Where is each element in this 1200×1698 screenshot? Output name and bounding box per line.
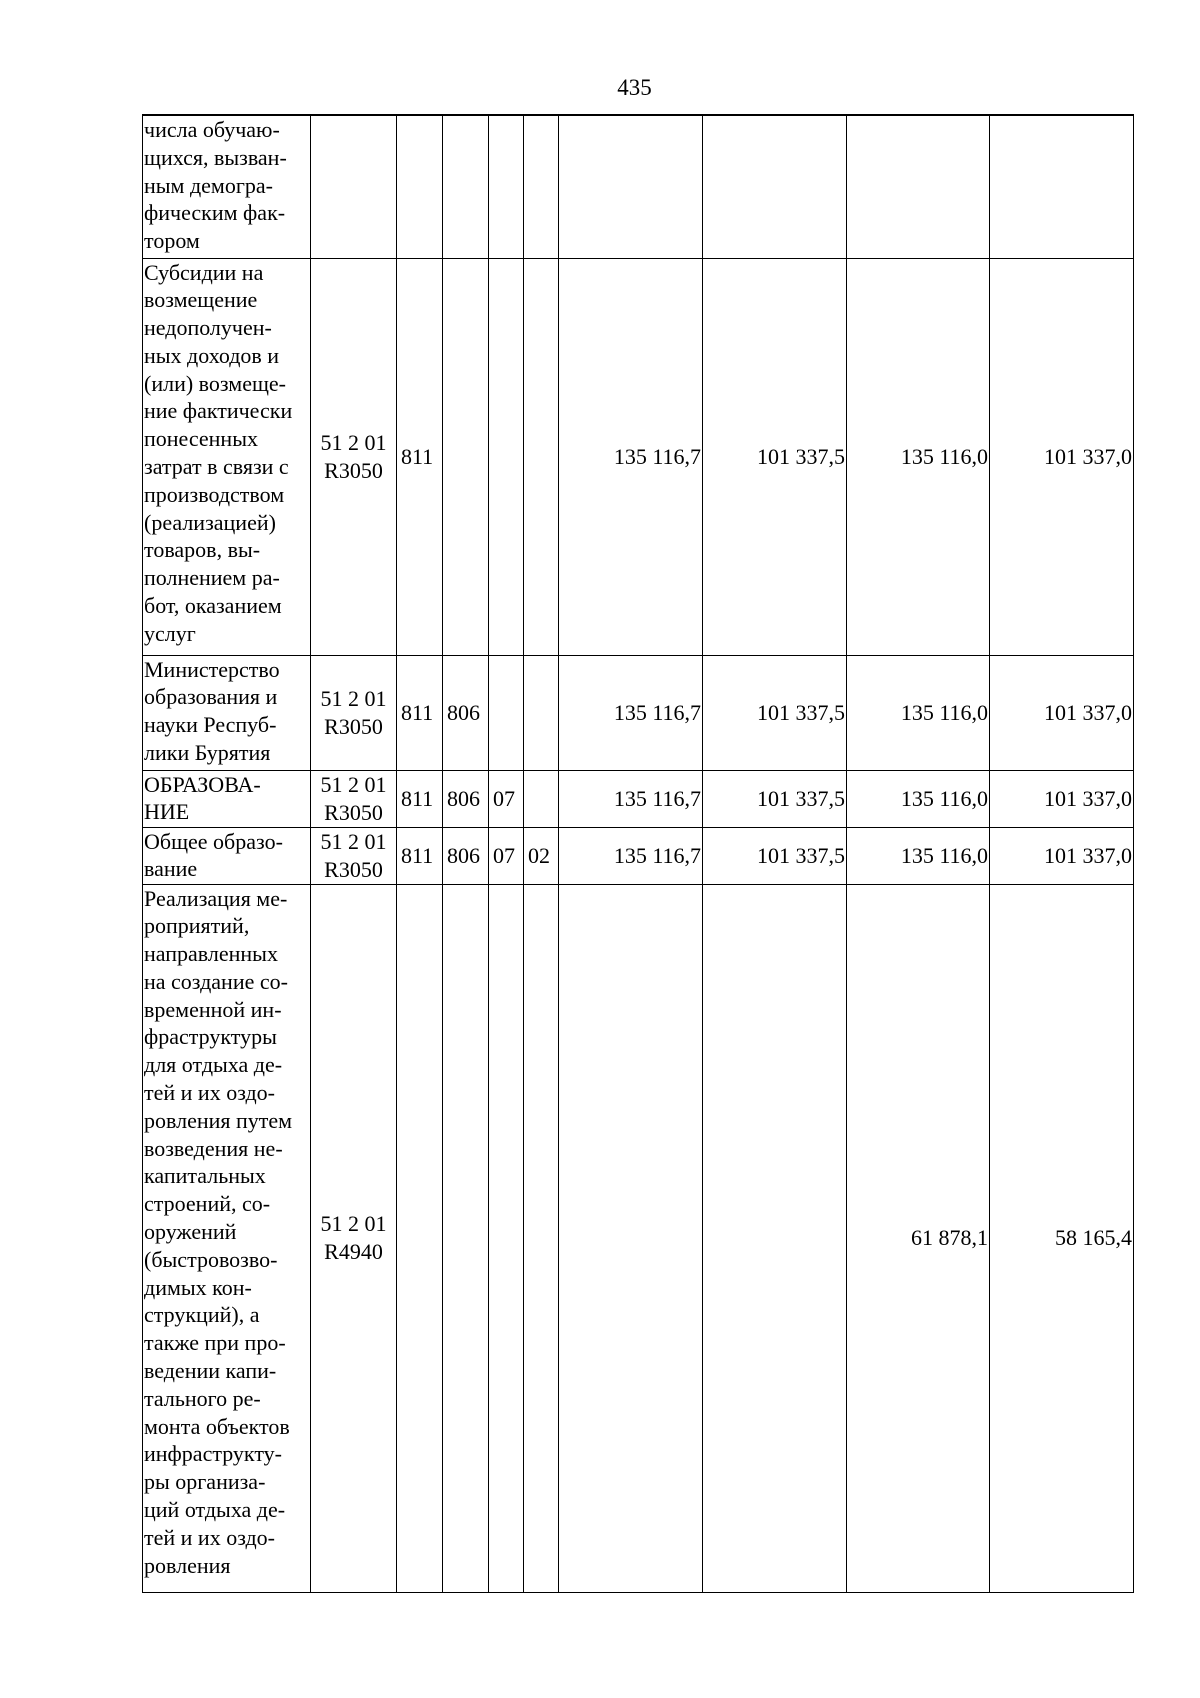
- row-name-cell: [143, 770, 311, 827]
- cell-text: 101 337,5: [757, 699, 845, 725]
- amount-cell: [559, 884, 703, 1592]
- amount-cell: [559, 655, 703, 770]
- section-cell: [489, 115, 524, 258]
- cell-text: 101 337,5: [757, 842, 845, 868]
- table-row: [143, 827, 1134, 884]
- amount-cell: [847, 655, 990, 770]
- section-cell: [489, 827, 524, 884]
- amount-cell: [990, 115, 1134, 258]
- cell-text: 135 116,7: [613, 699, 701, 725]
- cell-text: 51 2 01 R3050: [320, 685, 387, 739]
- cell-text: 51 2 01 R3050: [320, 429, 387, 483]
- row-name-cell: [143, 827, 311, 884]
- cell-text: 07: [493, 785, 515, 811]
- cell-text: 101 337,0: [1044, 699, 1132, 725]
- section-cell: [489, 884, 524, 1592]
- amount-cell: [703, 655, 847, 770]
- cell-text: 135 116,0: [900, 785, 988, 811]
- table-row: [143, 258, 1134, 655]
- subsection-cell: [524, 770, 559, 827]
- target-article-cell: [311, 770, 397, 827]
- amount-cell: [990, 655, 1134, 770]
- amount-cell: [990, 770, 1134, 827]
- budget-table: [142, 114, 1134, 1593]
- amount-cell: [990, 884, 1134, 1592]
- table-body: [143, 115, 1134, 1592]
- cell-text: ОБРАЗОВА- НИЕ: [144, 771, 261, 825]
- page-number: 435: [617, 75, 652, 100]
- cell-text: 135 116,0: [900, 699, 988, 725]
- section-cell: [489, 655, 524, 770]
- cell-text: 811: [401, 443, 434, 469]
- cell-text: 07: [493, 842, 515, 868]
- cell-text: 101 337,5: [757, 785, 845, 811]
- table-row: [143, 115, 1134, 258]
- row-name-cell: [143, 258, 311, 655]
- amount-cell: [847, 884, 990, 1592]
- table-row: [143, 884, 1134, 1592]
- cell-text: 811: [401, 699, 434, 725]
- table-row: [143, 655, 1134, 770]
- cell-text: Субсидии на возмещение недополучен- ных доходов и (или) возмеще- ние фактически понесенных затрат в связи с производством (реализацией) товаров, вы- полнением ра- бот, оказанием услуг: [144, 259, 293, 646]
- target-article-cell: [311, 655, 397, 770]
- amount-cell: [559, 115, 703, 258]
- cell-text: 02: [528, 842, 550, 868]
- row-name-cell: [143, 115, 311, 258]
- target-article-cell: [311, 258, 397, 655]
- cell-text: 135 116,0: [900, 443, 988, 469]
- amount-cell: [559, 770, 703, 827]
- amount-cell: [847, 827, 990, 884]
- expense-type-cell: [397, 827, 443, 884]
- cell-text: 806: [447, 785, 480, 811]
- target-article-cell: [311, 115, 397, 258]
- amount-cell: [559, 258, 703, 655]
- amount-cell: [703, 770, 847, 827]
- cell-text: 135 116,0: [900, 842, 988, 868]
- target-article-cell: [311, 827, 397, 884]
- grbs-cell: [443, 258, 489, 655]
- amount-cell: [847, 770, 990, 827]
- amount-cell: [703, 827, 847, 884]
- cell-text: 811: [401, 842, 434, 868]
- subsection-cell: [524, 655, 559, 770]
- cell-text: 101 337,0: [1044, 443, 1132, 469]
- cell-text: 101 337,0: [1044, 785, 1132, 811]
- cell-text: числа обучаю- щихся, вызван- ным демогра- фическим фак- тором: [144, 117, 287, 254]
- cell-text: 806: [447, 699, 480, 725]
- subsection-cell: [524, 258, 559, 655]
- amount-cell: [847, 258, 990, 655]
- grbs-cell: [443, 827, 489, 884]
- cell-text: 61 878,1: [911, 1225, 988, 1251]
- table-row: [143, 770, 1134, 827]
- cell-text: 51 2 01 R3050: [320, 771, 387, 825]
- cell-text: Общее образо- вание: [144, 828, 283, 882]
- subsection-cell: [524, 884, 559, 1592]
- amount-cell: [703, 258, 847, 655]
- grbs-cell: [443, 115, 489, 258]
- cell-text: 51 2 01 R3050: [320, 828, 387, 882]
- expense-type-cell: [397, 258, 443, 655]
- cell-text: 811: [401, 785, 434, 811]
- cell-text: Реализация ме- роприятий, направленных на создание со- временной ин- фраструктуры для отдыха де- тей и их оздо- ровления путем возведения не- капитальных строений, со- оружений (быстровозво- димых кон- струкций), а также при про- ведении капи- тального ре- монта объектов инфраструкту- ры организа- ций отдыха де- тей и их оздо- ровления: [144, 885, 293, 1578]
- cell-text: 135 116,7: [613, 785, 701, 811]
- cell-text: 101 337,5: [757, 443, 845, 469]
- expense-type-cell: [397, 884, 443, 1592]
- subsection-cell: [524, 115, 559, 258]
- amount-cell: [559, 827, 703, 884]
- cell-text: 58 165,4: [1055, 1225, 1132, 1251]
- amount-cell: [703, 884, 847, 1592]
- cell-text: 51 2 01 R4940: [320, 1211, 387, 1264]
- grbs-cell: [443, 655, 489, 770]
- expense-type-cell: [397, 770, 443, 827]
- row-name-cell: [143, 655, 311, 770]
- section-cell: [489, 258, 524, 655]
- section-cell: [489, 770, 524, 827]
- grbs-cell: [443, 884, 489, 1592]
- amount-cell: [990, 827, 1134, 884]
- cell-text: 806: [447, 842, 480, 868]
- row-name-cell: [143, 884, 311, 1592]
- amount-cell: [847, 115, 990, 258]
- amount-cell: [990, 258, 1134, 655]
- cell-text: 135 116,7: [613, 842, 701, 868]
- expense-type-cell: [397, 655, 443, 770]
- cell-text: 101 337,0: [1044, 842, 1132, 868]
- expense-type-cell: [397, 115, 443, 258]
- amount-cell: [703, 115, 847, 258]
- grbs-cell: [443, 770, 489, 827]
- cell-text: 135 116,7: [613, 443, 701, 469]
- cell-text: Министерство образования и науки Респуб- лики Бурятия: [144, 656, 280, 765]
- target-article-cell: [311, 884, 397, 1592]
- subsection-cell: [524, 827, 559, 884]
